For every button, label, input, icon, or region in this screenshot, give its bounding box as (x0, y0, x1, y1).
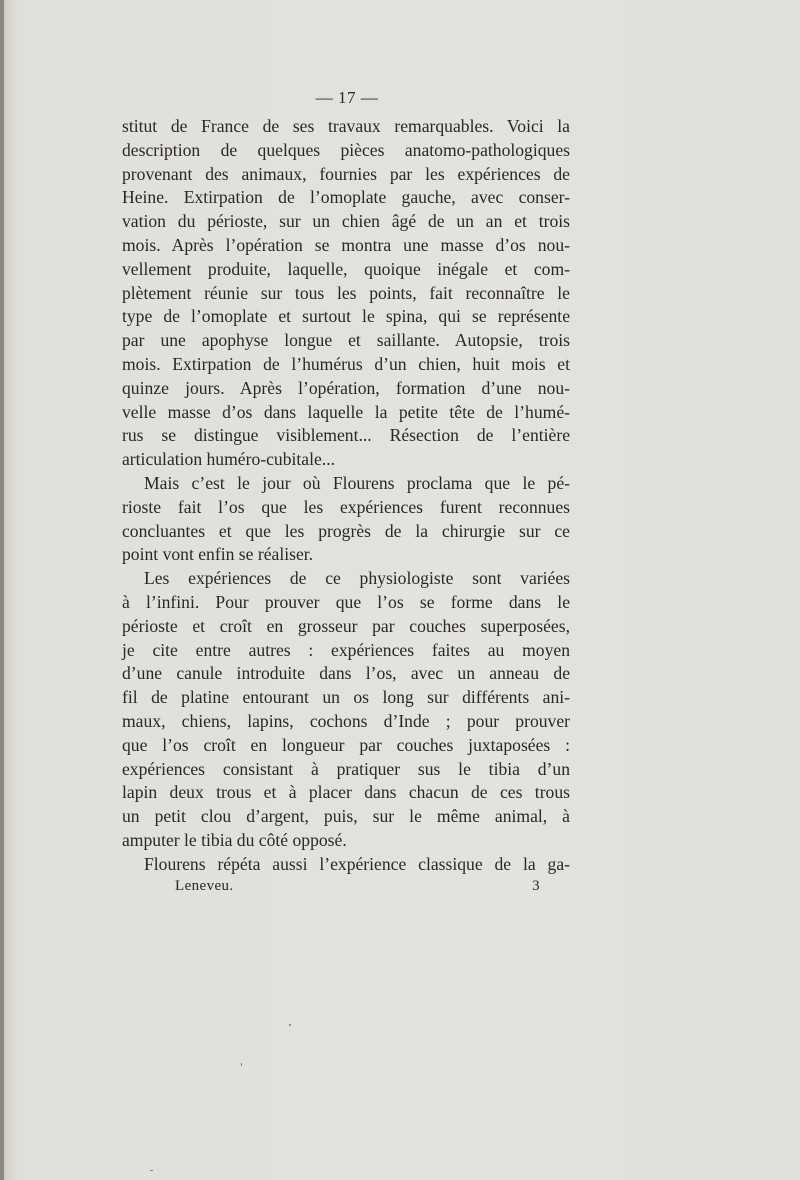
text-line: vation du périoste, sur un chien âgé de un an et trois (122, 211, 570, 232)
text-line: plètement réunie sur tous les points, fait reconnaître le (122, 282, 570, 303)
text-line: d’une canule introduite dans l’os, avec un anneau de (122, 663, 570, 684)
text-line: concluantes et que les progrès de la chirurgie sur ce (122, 520, 570, 541)
text-line: lapin deux trous et à placer dans chacun de ces trous (122, 782, 570, 803)
text-line: rioste fait l’os que les expériences furent reconnues (122, 496, 570, 517)
text-line: articulation huméro-cubitale... (122, 449, 335, 470)
paper-speck (241, 1063, 242, 1066)
text-line: que l’os croît en longueur par couches juxtaposées : (122, 734, 570, 755)
text-line: mois. Extirpation de l’humérus d’un chien, huit mois et (122, 353, 570, 374)
text-line: Heine. Extirpation de l’omoplate gauche, avec conser- (122, 187, 570, 208)
text-line: rus se distingue visiblement... Résection de l’entière (122, 425, 570, 446)
text-line: périoste et croît en grosseur par couches superposées, (122, 615, 570, 636)
page-footer (175, 878, 540, 895)
text-line: stitut de France de ses travaux remarquables. Voici la (122, 116, 570, 136)
page-edge (0, 0, 4, 1180)
text-line: expériences consistant à pratiquer sus le tibia d’un (122, 758, 570, 779)
text-line: description de quelques pièces anatomo-pathologiques (122, 139, 570, 160)
page-number: — 17 — (315, 88, 379, 107)
text-line: vellement produite, laquelle, quoique inégale et com- (122, 258, 570, 279)
text-line: un petit clou d’argent, puis, sur le même animal, à (122, 806, 570, 827)
text-line: par une apophyse longue et saillante. Autopsie, trois (122, 330, 570, 351)
text-line: point vont enfin se réaliser. (122, 544, 314, 565)
text-line: Mais c’est le jour où Flourens proclama que le pé- (144, 472, 570, 493)
body-text (122, 115, 570, 877)
text-line: amputer le tibia du côté opposé. (122, 829, 347, 850)
text-line: je cite entre autres : expériences faites au moyen (122, 639, 570, 660)
text-line: à l’infini. Pour prouver que l’os se forme dans le (122, 591, 570, 612)
text-line: Flourens répéta aussi l’expérience classique de la ga- (144, 853, 570, 874)
text-line: maux, chiens, lapins, cochons d’Inde ; pour prouver (122, 710, 570, 731)
paper-speck (289, 1024, 291, 1026)
paper-speck (150, 1170, 153, 1171)
text-line: type de l’omoplate et surtout le spina, qui se représente (122, 306, 570, 327)
footer-author: Leneveu. (175, 878, 234, 894)
text-line: fil de platine entourant un os long sur différents ani- (122, 687, 570, 708)
text-line: quinze jours. Après l’opération, formation d’une nou- (122, 377, 570, 398)
text-line: velle masse d’os dans laquelle la petite tête de l’humé- (122, 401, 570, 422)
text-line: provenant des animaux, fournies par les expériences de (122, 163, 570, 184)
signature-mark: 3 (532, 878, 540, 894)
text-line: mois. Après l’opération se montra une masse d’os nou- (122, 234, 570, 255)
text-line: Les expériences de ce physiologiste sont variées (144, 568, 570, 589)
